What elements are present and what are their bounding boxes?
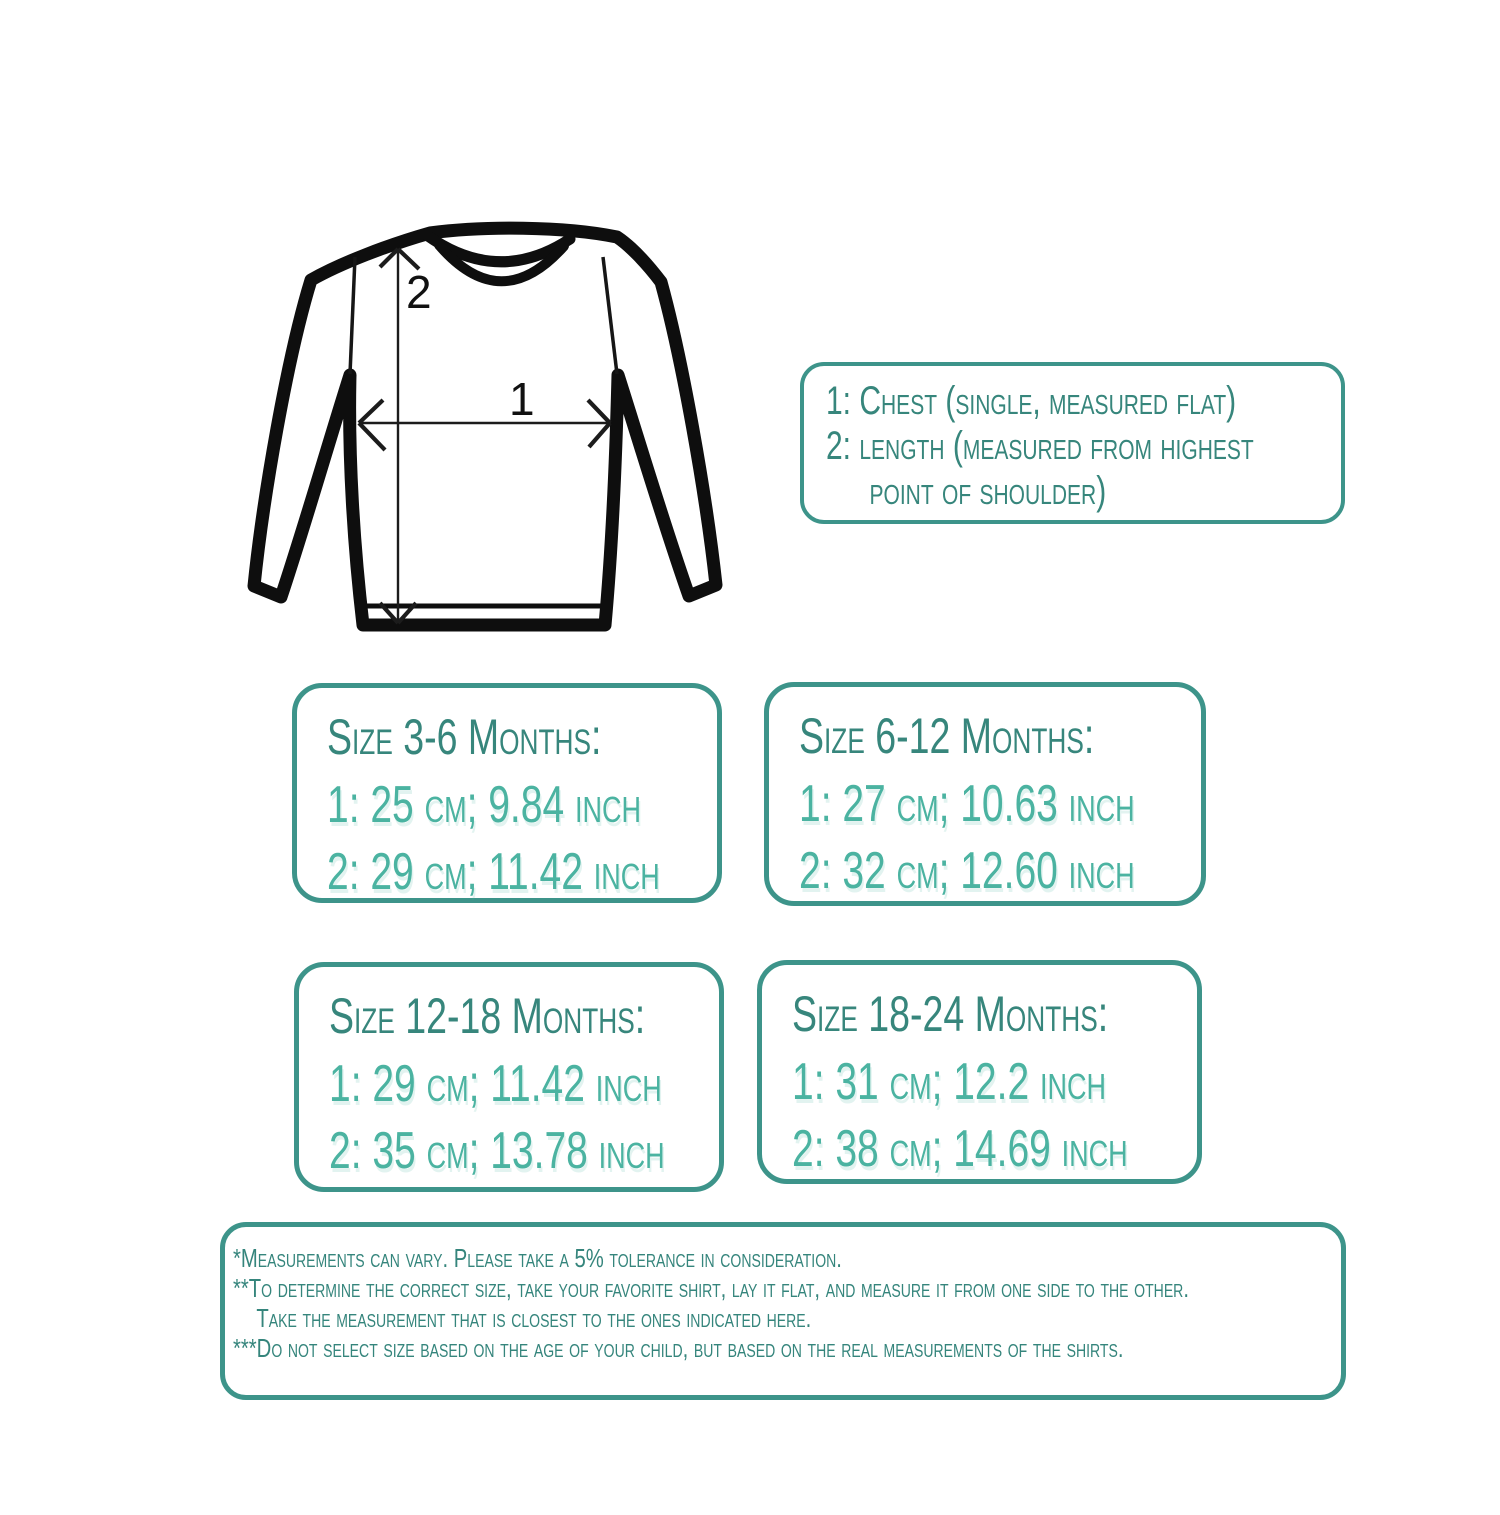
legend-line-chest: 1: Chest (single, measured flat) xyxy=(826,379,1237,423)
size-box-3-6-months xyxy=(292,683,722,903)
size-box-length-value: 2: 29 cm; 11.42 inch xyxy=(327,843,660,901)
legend-line-length-cont: point of shoulder) xyxy=(869,469,1107,513)
footnote-age-warning: ***Do not select size based on the age of your child, but based on the real measurements of the shirts. xyxy=(233,1333,1124,1363)
footnote-tolerance: *Measurements can vary. Please take a 5% tolerance in consideration. xyxy=(233,1243,842,1273)
legend-text xyxy=(826,379,1254,514)
footnote-text xyxy=(233,1243,1189,1363)
size-box-12-18-months xyxy=(294,962,724,1192)
footnote-box xyxy=(220,1222,1346,1400)
size-box-18-24-months xyxy=(757,960,1202,1184)
size-box-chest-value: 1: 27 cm; 10.63 inch xyxy=(799,775,1135,833)
length-arrow-label: 2 xyxy=(406,266,432,318)
size-box-length-value: 2: 35 cm; 13.78 inch xyxy=(329,1122,665,1180)
footnote-how-to-measure-cont: Take the measurement that is closest to the ones indicated here. xyxy=(256,1303,812,1333)
shirt-outline xyxy=(254,228,716,625)
chest-arrow-label: 1 xyxy=(509,373,535,425)
legend-line-length: 2: length (measured from highest xyxy=(826,424,1254,468)
size-box-length-value: 2: 32 cm; 12.60 inch xyxy=(799,842,1135,900)
size-box-title: Size 3-6 Months: xyxy=(327,709,602,765)
legend-box xyxy=(800,362,1345,524)
size-box-title: Size 18-24 Months: xyxy=(792,986,1109,1042)
size-box-title: Size 6-12 Months: xyxy=(799,708,1095,764)
size-box-chest-value: 1: 31 cm; 12.2 inch xyxy=(792,1053,1106,1111)
size-box-chest-value: 1: 29 cm; 11.42 inch xyxy=(329,1055,662,1113)
size-box-chest-value: 1: 25 cm; 9.84 inch xyxy=(327,776,641,834)
size-box-title: Size 12-18 Months: xyxy=(329,988,646,1044)
footnote-how-to-measure: **To determine the correct size, take your favorite shirt, lay it flat, and measure it from one side to the other. xyxy=(233,1273,1189,1303)
shirt-diagram xyxy=(233,193,753,653)
size-box-6-12-months xyxy=(764,682,1206,906)
size-box-length-value: 2: 38 cm; 14.69 inch xyxy=(792,1120,1128,1178)
